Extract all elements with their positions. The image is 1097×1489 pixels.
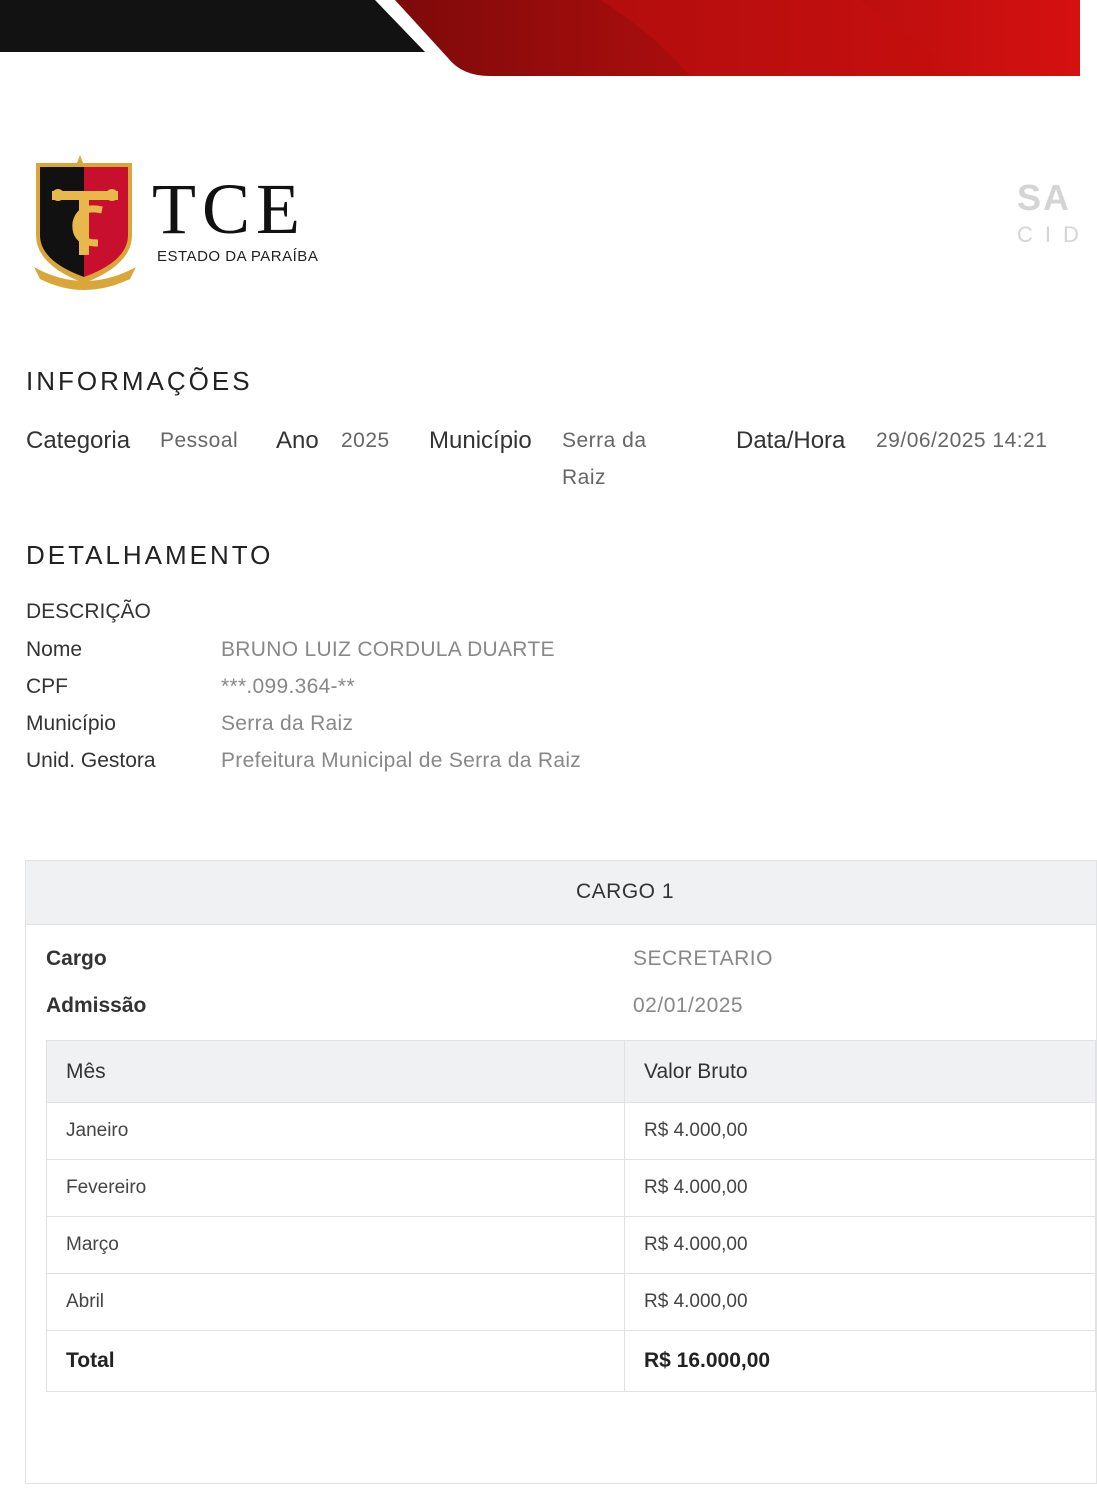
cargo-header-title: CARGO 1 [576, 880, 675, 903]
descricao-heading: DESCRIÇÃO [26, 600, 151, 623]
detail-label: Unid. Gestora [26, 749, 156, 772]
detail-row-municipio [26, 712, 726, 749]
categoria-value: Pessoal [160, 429, 239, 452]
top-banner [0, 0, 1080, 80]
cargo-value: SECRETARIO [633, 947, 773, 970]
month-cell: Janeiro [47, 1103, 625, 1160]
partner-logo [1017, 178, 1091, 248]
detail-row-unid-gestora [26, 749, 726, 786]
cargo-row [46, 947, 1046, 987]
table-row [47, 1274, 1096, 1331]
tce-logo [30, 155, 330, 295]
admissao-value: 02/01/2025 [633, 994, 744, 1017]
municipio-value: Serra da Raiz [562, 429, 647, 489]
tce-crest-icon [30, 155, 140, 295]
categoria-label: Categoria [26, 427, 131, 454]
value-cell: R$ 4.000,00 [625, 1160, 1096, 1217]
logo-title: TCE [152, 169, 306, 249]
logo-subtitle: ESTADO DA PARAÍBA [157, 248, 319, 265]
detail-row-nome [26, 638, 726, 675]
value-cell: R$ 4.000,00 [625, 1103, 1096, 1160]
table-row [47, 1217, 1096, 1274]
total-value: R$ 16.000,00 [625, 1331, 1096, 1392]
table-row [47, 1160, 1096, 1217]
detail-label: Município [26, 712, 116, 735]
value-cell: R$ 4.000,00 [625, 1274, 1096, 1331]
detail-value: BRUNO LUIZ CORDULA DUARTE [221, 638, 555, 661]
detail-value: Prefeitura Municipal de Serra da Raiz [221, 749, 582, 772]
total-row [47, 1331, 1096, 1392]
informacoes-title: INFORMAÇÕES [26, 366, 253, 396]
admissao-row [46, 994, 1046, 1034]
data-hora-label: Data/Hora [736, 427, 846, 454]
ano-label: Ano [276, 427, 319, 454]
partner-logo-line1: SA [1017, 177, 1072, 218]
detail-row-cpf [26, 675, 726, 712]
partner-logo-line2: CID [1017, 222, 1091, 247]
cargo-card-header [26, 861, 1096, 925]
value-cell: R$ 4.000,00 [625, 1217, 1096, 1274]
month-cell: Abril [47, 1274, 625, 1331]
data-hora-value: 29/06/2025 14:21 [876, 429, 1048, 452]
detalhamento-title: DETALHAMENTO [26, 540, 274, 570]
ano-value: 2025 [341, 429, 390, 452]
month-cell: Março [47, 1217, 625, 1274]
detail-label: Nome [26, 638, 83, 661]
salary-table [46, 1040, 1096, 1392]
admissao-label: Admissão [46, 994, 147, 1017]
cargo-label: Cargo [46, 947, 107, 970]
month-cell: Fevereiro [47, 1160, 625, 1217]
detail-value: ***.099.364-** [221, 675, 355, 698]
table-header-row [47, 1041, 1096, 1103]
total-label: Total [47, 1331, 625, 1392]
detail-value: Serra da Raiz [221, 712, 354, 735]
detail-label: CPF [26, 675, 68, 698]
column-header-valor-bruto: Valor Bruto [625, 1041, 1096, 1103]
municipio-label: Município [429, 427, 532, 454]
table-row [47, 1103, 1096, 1160]
cargo-card [25, 860, 1097, 1484]
column-header-mes: Mês [47, 1041, 625, 1103]
